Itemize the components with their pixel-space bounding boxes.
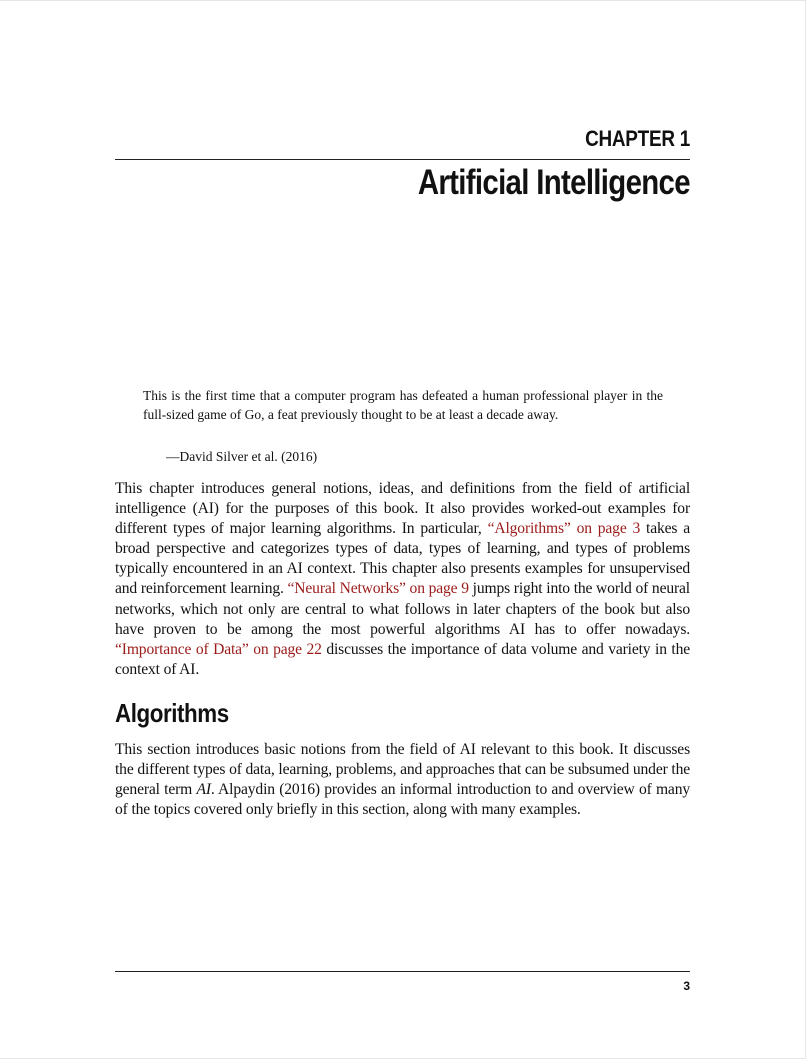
link-neural-networks[interactable]: “Neural Networks” on page 9 — [287, 580, 469, 598]
intro-text-2: takes a broad perspective and categorizes types of data, types of learning, and types of problems typically encountered in an AI context. This chapter also presents examples for unsupervised and reinforcement learning. — [115, 520, 690, 598]
link-algorithms[interactable]: “Algorithms” on page 3 — [487, 520, 641, 538]
link-importance-of-data[interactable]: “Importance of Data” on page 22 — [115, 640, 322, 658]
algorithms-paragraph — [115, 740, 690, 820]
epigraph-attribution: —David Silver et al. (2016) — [166, 449, 318, 464]
intro-paragraph — [115, 479, 690, 680]
algorithms-text-1: This section introduces basic notions from the field of AI relevant to this book. It discusses the different types of data, learning, problems, and approaches that can be subsumed under the general term — [115, 741, 690, 799]
intro-text-3: jumps right into the world of neural networks, which not only are central to what follows in later chapters of the book but also have proven to be among the most powerful algorithms AI has to offer nowadays. — [115, 580, 690, 638]
section-heading-algorithms: Algorithms — [115, 698, 229, 728]
intro-text-1: This chapter introduces general notions, ideas, and definitions from the field of artificial intelligence (AI) for the purposes of this book. It also provides worked-out examples for different types of major learning algorithms. In particular, — [115, 480, 690, 538]
page-number: 3 — [683, 979, 690, 993]
epigraph-quote: This is the first time that a computer program has defeated a human professional player in the full-sized game of Go, a feat previously thought to be at least a decade away. — [143, 388, 663, 422]
footer-rule — [115, 971, 690, 972]
chapter-rule — [115, 159, 690, 160]
algorithms-term: AI — [196, 781, 211, 799]
algorithms-text-2: . Alpaydin (2016) provides an informal introduction to and overview of many of the topics covered only briefly in this section, along with many examples. — [115, 781, 690, 819]
chapter-title: Artificial Intelligence — [417, 163, 690, 202]
intro-text-4: discusses the importance of data volume and variety in the context of AI. — [115, 640, 690, 678]
chapter-label: CHAPTER 1 — [585, 126, 690, 151]
